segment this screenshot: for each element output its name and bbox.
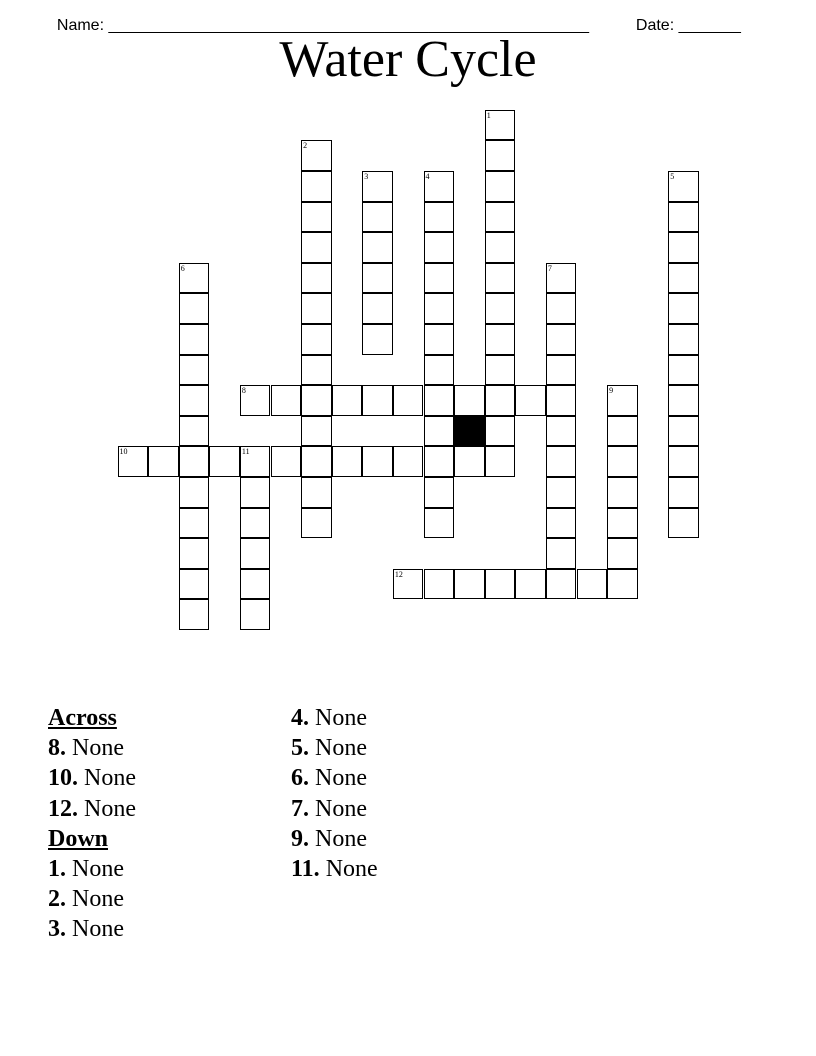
crossword-cell[interactable] xyxy=(301,263,332,294)
crossword-cell[interactable] xyxy=(424,569,455,600)
clue-number-label: 12 xyxy=(394,569,403,579)
crossword-cell[interactable] xyxy=(209,446,240,477)
crossword-cell[interactable] xyxy=(179,385,210,416)
crossword-cell[interactable] xyxy=(301,508,332,539)
crossword-cell[interactable] xyxy=(668,324,699,355)
crossword-cell[interactable] xyxy=(393,385,424,416)
crossword-cell[interactable] xyxy=(271,446,302,477)
clue-number-label: 5 xyxy=(670,172,675,181)
clue-number-label: 11 xyxy=(241,447,250,457)
clue-number-label: 6 xyxy=(180,263,185,273)
clue-number-label: 8 xyxy=(241,386,246,396)
crossword-cell[interactable] xyxy=(301,477,332,508)
clue-item xyxy=(48,763,136,793)
clue-section-heading: Across xyxy=(48,705,117,731)
clue-number: 12. xyxy=(48,795,78,822)
crossword-cell[interactable] xyxy=(332,385,363,416)
clue-item xyxy=(291,703,378,733)
clues-column-1 xyxy=(48,703,136,945)
crossword-cell[interactable] xyxy=(179,416,210,447)
crossword-cell[interactable] xyxy=(179,477,210,508)
crossword-cell[interactable] xyxy=(485,140,516,171)
crossword-cell[interactable] xyxy=(148,446,179,477)
crossword-cell[interactable] xyxy=(240,477,271,508)
crossword-cell[interactable] xyxy=(515,385,546,416)
clue-text: None xyxy=(309,705,367,731)
crossword-cell[interactable] xyxy=(485,171,516,202)
clue-item xyxy=(291,794,378,824)
crossword-cell[interactable] xyxy=(424,232,455,263)
crossword-cell[interactable] xyxy=(668,232,699,263)
crossword-cell[interactable] xyxy=(362,202,393,233)
crossword-cell[interactable] xyxy=(607,538,638,569)
clue-text: None xyxy=(78,765,136,792)
crossword-cell[interactable] xyxy=(179,355,210,386)
crossword-cell[interactable] xyxy=(668,385,699,416)
crossword-cell[interactable] xyxy=(668,171,699,202)
crossword-cell[interactable] xyxy=(668,508,699,539)
clue-item xyxy=(291,763,378,793)
crossword-cell[interactable] xyxy=(546,293,577,324)
crossword-cell[interactable] xyxy=(515,569,546,600)
crossword-cell[interactable] xyxy=(485,416,516,447)
clue-number: 10. xyxy=(48,765,78,792)
crossword-cell[interactable] xyxy=(240,508,271,539)
crossword-cell[interactable] xyxy=(607,416,638,447)
clue-text: None xyxy=(78,795,136,822)
crossword-cell[interactable] xyxy=(393,569,424,600)
clue-number-label: 7 xyxy=(547,263,552,273)
crossword-cell[interactable] xyxy=(271,385,302,416)
crossword-cell[interactable] xyxy=(668,477,699,508)
crossword-cell[interactable] xyxy=(607,508,638,539)
date-label: Date: xyxy=(635,17,679,34)
clue-number: 9. xyxy=(291,825,309,852)
crossword-cell[interactable] xyxy=(668,416,699,447)
crossword-cell[interactable] xyxy=(240,446,271,477)
crossword-cell[interactable] xyxy=(240,569,271,600)
crossword-cell[interactable] xyxy=(301,385,332,416)
crossword-cell[interactable] xyxy=(179,293,210,324)
crossword-cell[interactable] xyxy=(240,538,271,569)
crossword-cell[interactable] xyxy=(546,324,577,355)
date-line[interactable]: _______ xyxy=(678,17,741,34)
crossword-cell[interactable] xyxy=(393,446,424,477)
clue-item xyxy=(48,854,136,884)
crossword-cell[interactable] xyxy=(301,232,332,263)
crossword-cell[interactable] xyxy=(424,416,455,447)
crossword-cell[interactable] xyxy=(424,477,455,508)
crossword-cell[interactable] xyxy=(607,569,638,600)
crossword-cell[interactable] xyxy=(485,232,516,263)
crossword-cell[interactable] xyxy=(301,446,332,477)
clue-number: 11. xyxy=(291,856,320,883)
clue-item xyxy=(48,733,136,763)
crossword-cell[interactable] xyxy=(546,355,577,386)
crossword-cell[interactable] xyxy=(485,569,516,600)
crossword-cell[interactable] xyxy=(362,446,393,477)
crossword-cell[interactable] xyxy=(485,385,516,416)
crossword-cell[interactable] xyxy=(424,508,455,539)
page-title: Water Cycle xyxy=(279,31,537,88)
clues-column-2 xyxy=(291,703,378,884)
clue-item xyxy=(291,733,378,763)
clue-section-heading: Down xyxy=(48,825,109,852)
crossword-cell[interactable] xyxy=(424,202,455,233)
crossword-cell[interactable] xyxy=(301,324,332,355)
crossword-cell[interactable] xyxy=(179,446,210,477)
clue-text: None xyxy=(66,916,124,943)
clue-text: None xyxy=(309,765,367,792)
crossword-cell[interactable] xyxy=(424,446,455,477)
clue-number-label: 9 xyxy=(609,386,614,396)
crossword-cell[interactable] xyxy=(546,508,577,539)
name-label: Name: xyxy=(56,17,109,34)
crossword-cell[interactable] xyxy=(454,385,485,416)
crossword-cell[interactable] xyxy=(546,416,577,447)
clue-number-label: 4 xyxy=(425,172,430,181)
crossword-cell[interactable] xyxy=(362,263,393,294)
crossword-cell[interactable] xyxy=(362,324,393,355)
crossword-cell[interactable] xyxy=(607,446,638,477)
crossword-cell[interactable] xyxy=(179,324,210,355)
clue-number: 5. xyxy=(291,735,309,762)
clue-text: None xyxy=(66,735,124,762)
crossword-cell[interactable] xyxy=(301,416,332,447)
crossword-cell[interactable] xyxy=(485,446,516,477)
crossword-cell[interactable] xyxy=(362,171,393,202)
crossword-cell[interactable] xyxy=(301,202,332,233)
crossword-cell[interactable] xyxy=(301,355,332,386)
clue-number-label: 2 xyxy=(303,141,308,151)
crossword-cell[interactable] xyxy=(668,293,699,324)
crossword-cell[interactable] xyxy=(424,355,455,386)
crossword-cell[interactable] xyxy=(424,263,455,294)
crossword-cell[interactable] xyxy=(301,140,332,171)
crossword-cell[interactable] xyxy=(546,446,577,477)
clue-number-label: 1 xyxy=(486,110,491,120)
crossword-cell[interactable] xyxy=(362,293,393,324)
clue-item xyxy=(291,854,378,884)
name-line[interactable]: ______________________________________________________ xyxy=(108,17,589,34)
crossword-cell[interactable] xyxy=(179,599,210,630)
crossword-cell[interactable] xyxy=(668,263,699,294)
crossword-cell[interactable] xyxy=(454,569,485,600)
crossword-cell[interactable] xyxy=(485,202,516,233)
crossword-cell[interactable] xyxy=(240,385,271,416)
crossword-cell[interactable] xyxy=(485,355,516,386)
clue-text: None xyxy=(309,825,367,852)
crossword-cell[interactable] xyxy=(607,385,638,416)
clue-item xyxy=(48,794,136,824)
clue-number: 3. xyxy=(48,916,66,943)
clue-number: 1. xyxy=(48,856,66,883)
clue-number: 4. xyxy=(291,705,309,731)
crossword-cell[interactable] xyxy=(485,110,516,141)
crossword-cell[interactable] xyxy=(546,385,577,416)
crossword-cell[interactable] xyxy=(668,202,699,233)
clue-text: None xyxy=(309,735,367,762)
crossword-cell[interactable] xyxy=(546,569,577,600)
clue-text: None xyxy=(66,886,124,913)
clue-text: None xyxy=(319,856,378,883)
crossword-cell[interactable] xyxy=(362,232,393,263)
crossword-cell[interactable] xyxy=(424,171,455,202)
crossword-cell[interactable] xyxy=(301,293,332,324)
crossword-cell[interactable] xyxy=(332,446,363,477)
crossword-cell[interactable] xyxy=(546,538,577,569)
crossword-cell[interactable] xyxy=(362,385,393,416)
crossword-cell[interactable] xyxy=(546,263,577,294)
clue-number: 2. xyxy=(48,886,66,913)
crossword-cell[interactable] xyxy=(179,263,210,294)
clue-item xyxy=(291,824,378,854)
clue-number-label: 10 xyxy=(119,447,128,457)
crossword-cell[interactable] xyxy=(118,446,149,477)
clue-text: None xyxy=(309,795,367,822)
clue-number: 8. xyxy=(48,735,66,762)
crossword-cell[interactable] xyxy=(301,171,332,202)
black-square xyxy=(454,416,485,447)
clue-number-label: 3 xyxy=(364,172,369,181)
clue-item xyxy=(48,884,136,914)
crossword-cell[interactable] xyxy=(546,477,577,508)
crossword-cell[interactable] xyxy=(485,324,516,355)
crossword-cell[interactable] xyxy=(607,477,638,508)
crossword-cell[interactable] xyxy=(179,538,210,569)
crossword-cell[interactable] xyxy=(179,569,210,600)
clue-number: 6. xyxy=(291,765,309,792)
crossword-cell[interactable] xyxy=(240,599,271,630)
crossword-cell[interactable] xyxy=(485,263,516,294)
crossword-cell[interactable] xyxy=(179,508,210,539)
crossword-cell[interactable] xyxy=(577,569,608,600)
crossword-cell[interactable] xyxy=(424,293,455,324)
crossword-cell[interactable] xyxy=(424,324,455,355)
clue-text: None xyxy=(66,856,124,883)
crossword-cell[interactable] xyxy=(668,355,699,386)
crossword-cell[interactable] xyxy=(454,446,485,477)
crossword-cell[interactable] xyxy=(668,446,699,477)
clue-number: 7. xyxy=(291,795,309,822)
clue-item xyxy=(48,914,136,944)
crossword-cell[interactable] xyxy=(424,385,455,416)
crossword-cell[interactable] xyxy=(485,293,516,324)
